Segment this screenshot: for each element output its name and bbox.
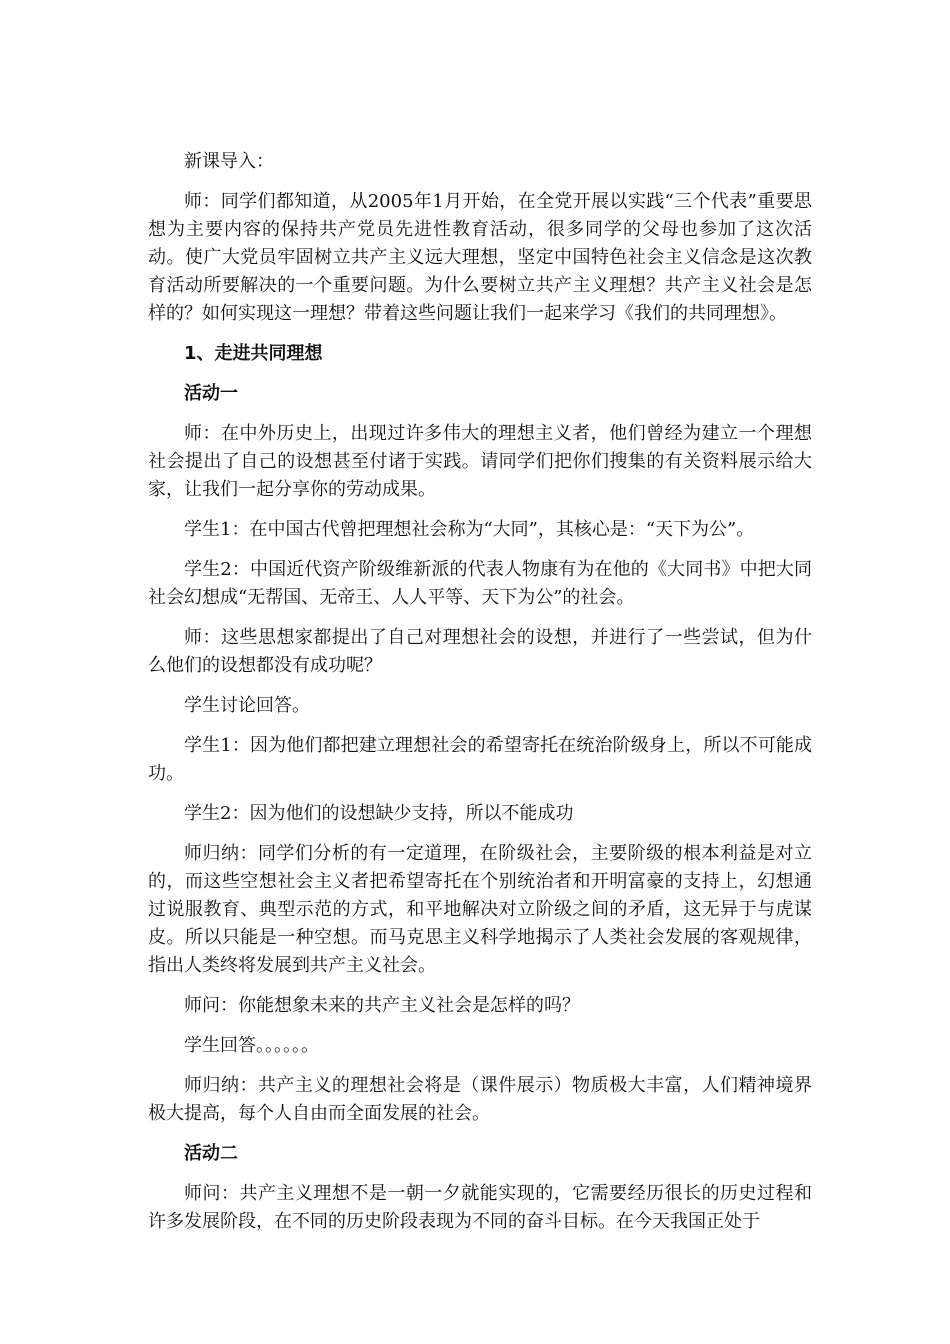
paragraph-student-1: 学生1：在中国古代曾把理想社会称为“大同”，其核心是：“天下为公”。 [184, 519, 755, 540]
paragraph-teacher-summary-1: 师归纳：同学们分析的有一定道理，在阶级社会，主要阶级的根本利益是对立的，而这些空想社会主义者把希望寄托在个别统治者和开明富豪的支持上，幻想通过说服教育、典型示范的方式，和平地解决对立阶级之间的矛盾，这无异于与虎谋皮。所以只能是一种空想。而马克思主义科学地揭示了人类社会发展的客观规律，指出人类终将发展到共产主义社会。 [148, 843, 812, 976]
paragraph-student-answer-1: 学生1：因为他们都把建立理想社会的希望寄托在统治阶级身上，所以不可能成功。 [148, 735, 812, 784]
paragraph-teacher-question: 师：这些思想家都提出了自己对理想社会的设想，并进行了一些尝试，但为什么他们的设想都没有成功呢？ [148, 627, 812, 676]
paragraph-student-answer-2: 学生2：因为他们的设想缺少支持，所以不能成功 [184, 803, 574, 824]
paragraph-teacher-question-2: 师问：你能想象未来的共产主义社会是怎样的吗？ [184, 995, 580, 1016]
paragraph-student-2: 学生2：中国近代资产阶级维新派的代表人物康有为在他的《大同书》中把大同社会幻想成“无帮国、无帝王、人人平等、天下为公”的社会。 [148, 559, 812, 608]
activity-heading-1: 活动一 [184, 383, 238, 404]
paragraph-teacher-intro: 师：同学们都知道，从2005年1月开始，在全党开展以实践“三个代表”重要思想为主要内容的保持共产党员先进性教育活动，很多同学的父母也参加了这次活动。使广大党员牢固树立共产主义远大理想，坚定中国特色社会主义信念是这次教育活动所要解决的一个重要问题。为什么要树立共产主义理想？共产主义社会是怎样的？如何实现这一理想？带着这些问题让我们一起来学习《我们的共同理想》。 [148, 191, 812, 324]
document-page [148, 148, 812, 1248]
paragraph-student-discussion: 学生讨论回答。 [184, 695, 310, 716]
section-intro-label: 新课导入： [184, 151, 274, 172]
section-heading: 1、走进共同理想 [184, 343, 323, 364]
paragraph-teacher-summary-2: 师归纳：共产主义的理想社会将是（课件展示）物质极大丰富，人们精神境界极大提高，每个人自由而全面发展的社会。 [148, 1075, 812, 1124]
paragraph-teacher-prompt: 师：在中外历史上，出现过许多伟大的理想主义者，他们曾经为建立一个理想社会提出了自己的设想甚至付诸于实践。请同学们把你们搜集的有关资料展示给大家，让我们一起分享你的劳动成果。 [148, 423, 812, 500]
paragraph-teacher-question-3: 师问：共产主义理想不是一朝一夕就能实现的，它需要经历很长的历史过程和许多发展阶段，在不同的历史阶段表现为不同的奋斗目标。在今天我国正处于 [148, 1183, 812, 1232]
paragraph-student-reply: 学生回答。。。。。。 [184, 1035, 319, 1056]
activity-heading-2: 活动二 [184, 1143, 238, 1164]
